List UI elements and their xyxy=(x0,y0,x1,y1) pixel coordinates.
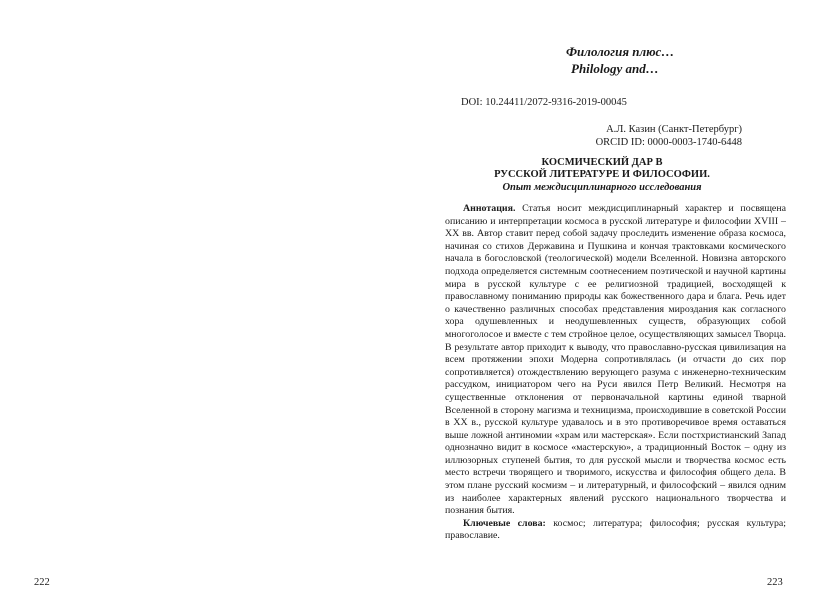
article-subtitle: Опыт междисциплинарного исследования xyxy=(502,182,702,193)
author-line: А.Л. Казин (Санкт-Петербург) xyxy=(606,124,742,135)
article-title xyxy=(460,157,744,194)
title-line-1: КОСМИЧЕСКИЙ ДАР В xyxy=(541,157,663,168)
orcid-line: ORCID ID: 0000-0003-1740-6448 xyxy=(595,137,742,148)
running-header-en: Philology and… xyxy=(571,61,659,76)
keywords-label: Ключевые слова: xyxy=(463,517,546,529)
abstract-block xyxy=(445,203,786,543)
keywords-text: космос; литература; философия; русская культура; православие. xyxy=(445,517,787,542)
page-number-left: 222 xyxy=(34,577,50,588)
page-number-right: 223 xyxy=(767,577,783,588)
abstract-paragraph xyxy=(445,203,786,518)
doi-line: DOI: 10.24411/2072-9316-2019-00045 xyxy=(461,97,627,108)
abstract-text: Статья носит междисциплинарный характер и посвящена описанию и интерпретации космоса в русской литературе и философии XVIII – XX вв. Автор ставит перед собой задачу проследить изменение образа космоса, начиная со стихов Державина и Пушкина и кончая трактовками космического начала в богословской (теологической) модели Вселенной. Новизна авторского подхода определяется системным соотнесением поэтической и научной картины мира в русской культуре с ее религиозной традицией, восходящей к православному пониманию природы как божественного дара и блага. Речь идет о качественно различных способах представления мироздания как согласного хора одушевленных и неодушевленных существ, образующих собой многоголосое и вместе с тем стройное целое, осуществляющих замысел Творца. В результате автор приходит к выводу, что православно-русская цивилизация на всем протяжении эпохи Модерна сопротивлялась (и отчасти до сих пор сопротивляется) отождествлению верующего разума с инженерно-техническим рассудком, инициатором чего на Руси явился Петр Великий. Несмотря на существенные отклонения от первоначальной картины единой тварной Вселенной в сторону магизма и техницизма, происходившие в советской России в XX в., русской культуре удавалось и в это противоречивое время оставаться выше ложной антиномии «храм или мастерская». Если постхристианский Запад однозначно видит в космосе «мастерскую», а традиционный Восток – одну из иллюзорных ступеней бытия, то для русской мысли и творчества космос есть место встречи творящего и творимого, искусства и философия общего дела. В этом плане русский космизм – и литературный, и философский – явился одним из наиболее характерных явлений русского национального творчества и познания бытия. xyxy=(445,203,786,517)
keywords-paragraph xyxy=(445,518,786,543)
running-header-ru: Филология плюс… xyxy=(566,44,675,59)
title-line-2: РУССКОЙ ЛИТЕРАТУРЕ И ФИЛОСОФИИ. xyxy=(494,169,710,180)
abstract-label: Аннотация. xyxy=(463,203,516,214)
